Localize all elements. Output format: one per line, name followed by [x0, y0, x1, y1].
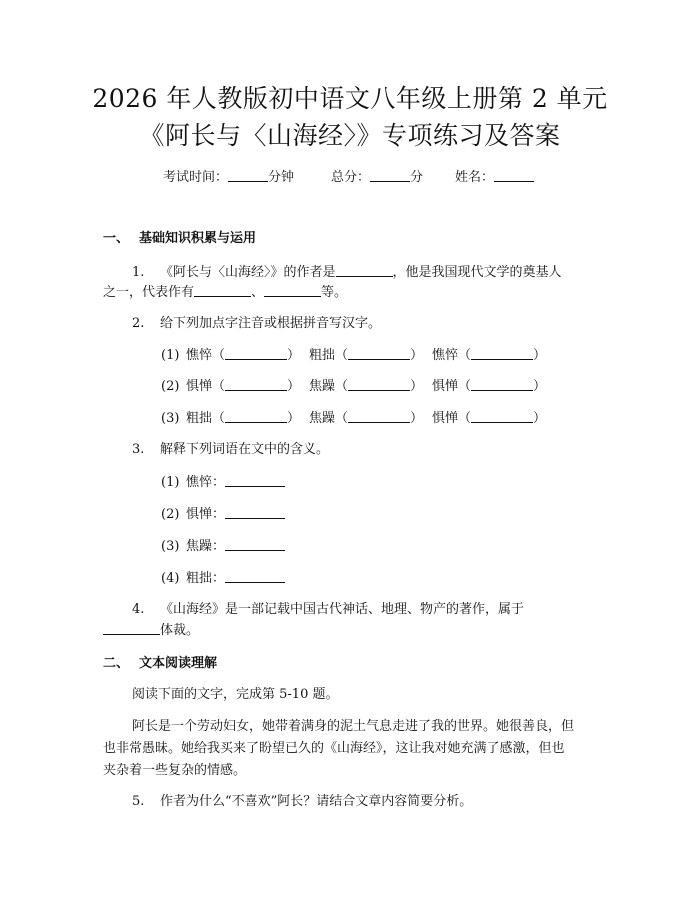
item-word: 粗拙：	[186, 571, 226, 586]
section-2-heading	[103, 656, 217, 672]
question-1-number: 1.	[132, 265, 145, 280]
reading-passage-line-3: 夹杂着一些复杂的情感。	[103, 763, 247, 778]
paren-open: （	[212, 379, 226, 394]
word-text: 焦躁	[309, 411, 336, 426]
question-3-item-1	[161, 474, 285, 491]
word-text: 惧惮	[432, 411, 459, 426]
question-1-blank-author[interactable]	[336, 264, 393, 277]
student-name-label: 姓名：	[455, 170, 495, 185]
answer-blank[interactable]	[225, 347, 287, 360]
row-index: (3)	[161, 411, 180, 426]
word-text: 惧惮	[186, 379, 213, 394]
answer-blank[interactable]	[348, 378, 410, 391]
section-1-title: 基础知识积累与运用	[139, 231, 257, 246]
paren-open: （	[458, 379, 472, 394]
word-cell	[432, 378, 546, 395]
definition-blank[interactable]	[225, 506, 285, 519]
section-1-heading	[103, 231, 256, 247]
word-text: 焦躁	[309, 379, 336, 394]
word-cell	[186, 410, 309, 427]
word-cell	[432, 347, 546, 364]
reading-passage-line-1: 阿长是一个劳动妇女，她带着满身的泥土气息走进了我的世界。她很善良，但	[132, 719, 575, 734]
reading-passage-line-2: 也非常愚昧。她给我买来了盼望已久的《山海经》，这让我对她充满了感激，但也	[103, 741, 565, 756]
word-cell	[186, 347, 309, 364]
section-1-number: 一、	[103, 231, 130, 246]
question-3-item-3	[161, 538, 285, 555]
question-5-number: 5.	[132, 794, 145, 809]
total-score-label: 总分：	[331, 170, 371, 185]
exam-time	[163, 169, 294, 186]
definition-blank[interactable]	[225, 570, 285, 583]
student-name	[455, 169, 534, 186]
question-4-number: 4.	[132, 602, 145, 617]
question-5-text: 作者为什么“不喜欢”阿长？请结合文章内容简要分析。	[160, 794, 473, 809]
question-1-blank-work-2[interactable]	[264, 284, 321, 297]
reading-intro: 阅读下面的文字，完成第 5-10 题。	[132, 687, 339, 702]
question-1-text-b: ，他是我国现代文学的奠基人	[392, 265, 562, 280]
question-1-separator: 、	[251, 285, 265, 300]
question-4-line-2	[103, 622, 199, 639]
question-2-row-1	[161, 347, 546, 364]
item-word: 憔悴：	[186, 475, 226, 490]
paren-open: （	[212, 411, 226, 426]
paren-close: ）	[287, 379, 301, 394]
paren-close: ）	[410, 379, 424, 394]
question-3-text: 解释下列词语在文中的含义。	[160, 442, 330, 457]
total-score	[331, 169, 423, 186]
word-text: 惧惮	[432, 379, 459, 394]
word-text: 憔悴	[432, 348, 459, 363]
paren-open: （	[212, 348, 226, 363]
word-text: 粗拙	[309, 348, 336, 363]
word-cell	[186, 378, 309, 395]
section-2-title: 文本阅读理解	[139, 656, 218, 671]
paren-open: （	[335, 348, 349, 363]
exam-time-blank[interactable]	[228, 169, 268, 182]
paren-open: （	[335, 379, 349, 394]
paren-close: ）	[410, 411, 424, 426]
question-3-item-2	[161, 506, 285, 523]
item-index: (3)	[161, 539, 180, 554]
definition-blank[interactable]	[225, 538, 285, 551]
item-index: (2)	[161, 507, 180, 522]
word-cell	[432, 410, 546, 427]
paren-close: ）	[287, 411, 301, 426]
question-1-blank-work-1[interactable]	[194, 284, 251, 297]
question-1-line-2	[103, 284, 347, 301]
exam-time-label: 考试时间：	[163, 170, 229, 185]
exam-time-unit: 分钟	[268, 170, 295, 185]
answer-blank[interactable]	[225, 410, 287, 423]
question-1-line-1	[132, 264, 562, 281]
question-4-blank-genre[interactable]	[103, 622, 160, 635]
question-1-text-c: 之一，代表作有	[103, 285, 195, 300]
question-2-row-2	[161, 378, 546, 395]
question-5-stem	[132, 794, 472, 810]
item-index: (1)	[161, 475, 180, 490]
word-cell	[309, 410, 432, 427]
question-3-stem	[132, 442, 329, 458]
word-text: 憔悴	[186, 348, 213, 363]
word-cell	[309, 378, 432, 395]
question-2-number: 2.	[132, 316, 145, 331]
paren-open: （	[458, 348, 472, 363]
row-index: (1)	[161, 348, 180, 363]
answer-blank[interactable]	[471, 347, 533, 360]
question-1-text-d: 等。	[321, 285, 348, 300]
answer-blank[interactable]	[348, 410, 410, 423]
row-index: (2)	[161, 379, 180, 394]
question-3-number: 3.	[132, 442, 145, 457]
answer-blank[interactable]	[348, 347, 410, 360]
paren-close: ）	[533, 379, 547, 394]
paren-open: （	[335, 411, 349, 426]
question-4-text-a: 《山海经》是一部记载中国古代神话、地理、物产的著作，属于	[160, 602, 525, 617]
question-2-text: 给下列加点字注音或根据拼音写汉字。	[160, 316, 382, 331]
total-score-unit: 分	[410, 170, 424, 185]
question-4-text-b: 体裁。	[160, 623, 200, 638]
paren-close: ）	[410, 348, 424, 363]
doc-title-line-2: 《阿长与〈山海经〉》专项练习及答案	[139, 121, 561, 150]
question-1-text-a: 《阿长与〈山海经〉》的作者是	[160, 265, 336, 280]
item-index: (4)	[161, 571, 180, 586]
question-4-line-1	[132, 602, 524, 618]
answer-blank[interactable]	[471, 378, 533, 391]
question-2-row-3	[161, 410, 546, 427]
student-name-blank[interactable]	[494, 169, 534, 182]
answer-blank[interactable]	[225, 378, 287, 391]
definition-blank[interactable]	[225, 474, 285, 487]
doc-title-line-1: 2026 年人教版初中语文八年级上册第 2 单元	[92, 84, 608, 113]
paren-close: ）	[533, 411, 547, 426]
total-score-blank[interactable]	[370, 169, 410, 182]
word-text: 粗拙	[186, 411, 213, 426]
section-2-number: 二、	[103, 656, 130, 671]
item-word: 焦躁：	[186, 539, 226, 554]
item-word: 惧惮：	[186, 507, 226, 522]
answer-blank[interactable]	[471, 410, 533, 423]
word-cell	[309, 347, 432, 364]
paren-close: ）	[533, 348, 547, 363]
question-3-item-4	[161, 570, 285, 587]
question-2-stem	[132, 316, 381, 332]
paren-close: ）	[287, 348, 301, 363]
paren-open: （	[458, 411, 472, 426]
